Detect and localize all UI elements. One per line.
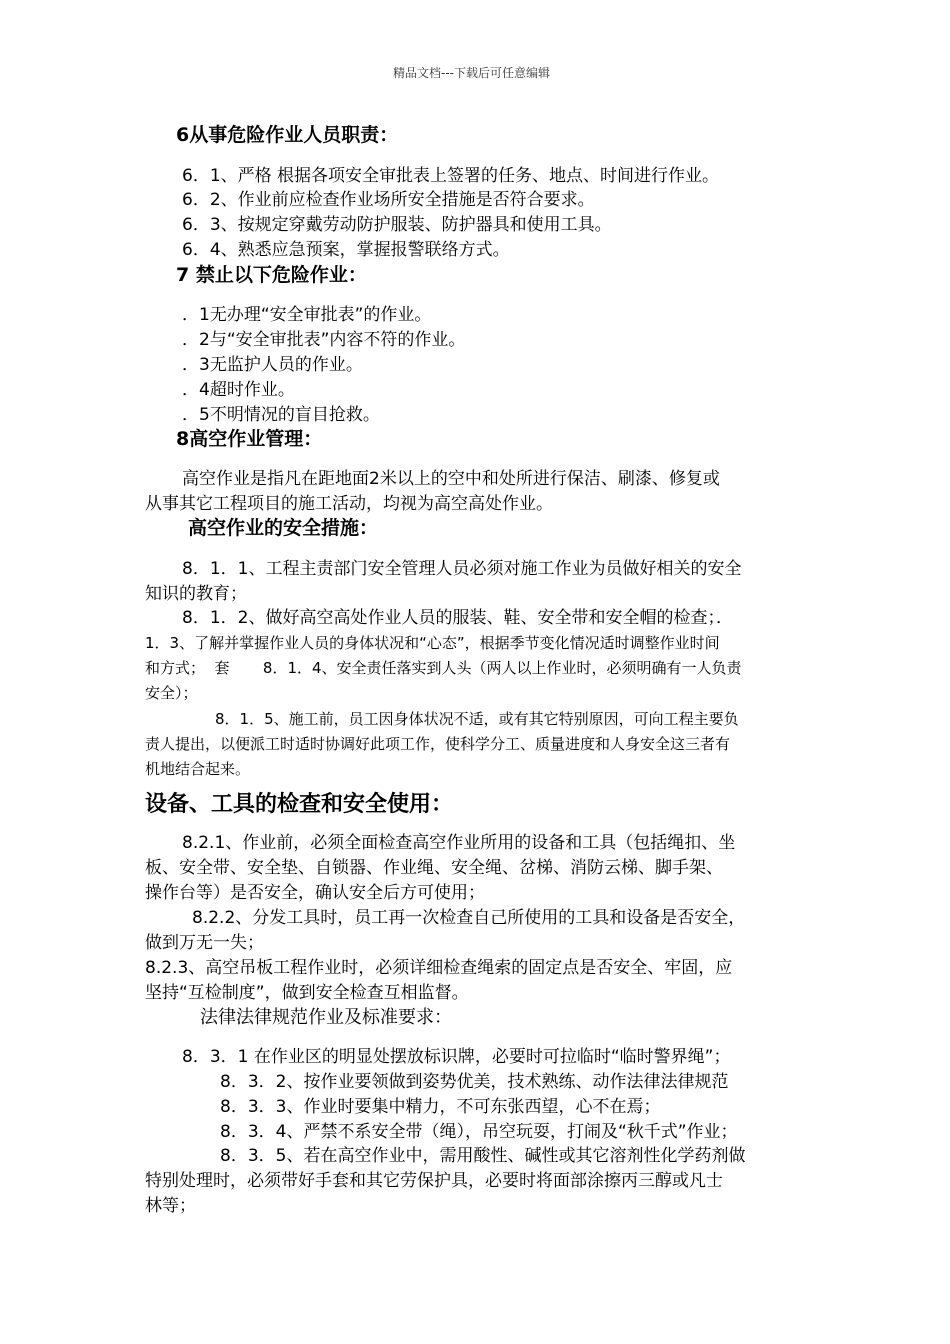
equipment-line: 坚持“互检制度”，做到安全检查互相监督。	[145, 983, 469, 1003]
safety-line: 8．1．5、施工前，员工因身体状况不适，或有其它特别原因，可向工程主要负	[215, 710, 739, 728]
section-7-item: ．3无监护人员的作业。	[182, 355, 363, 375]
law-line: 林等；	[145, 1196, 196, 1216]
section-7-item: ．5不明情况的盲目抢救。	[182, 405, 380, 425]
safety-measures-title: 高空作业的安全措施：	[188, 517, 379, 539]
section-7-title: 7 禁止以下危险作业：	[176, 264, 367, 286]
section-8-title: 8高空作业管理：	[176, 428, 323, 450]
section-6-item: 6．1、严格 根据各项安全审批表上签署的任务、地点、时间进行作业。	[182, 166, 720, 186]
equipment-line: 8.2.2、分发工具时，员工再一次检查自己所使用的工具和设备是否安全，	[192, 908, 746, 928]
law-line: 8．3．1 在作业区的明显处摆放标识牌，必要时可拉临时“临时警界绳”；	[182, 1047, 731, 1067]
equipment-line: 8.2.3、高空吊板工程作业时，必须详细检查绳索的固定点是否安全、牢固，应	[145, 958, 733, 978]
safety-line: 1．3、了解并掌握作业人员的身体状况和“心态”，根据季节变化情况适时调整作业时间	[145, 634, 720, 652]
equipment-line: 做到万无一失；	[145, 933, 264, 953]
safety-line: 机地结合起来。	[145, 760, 251, 778]
safety-line: 8．1．2、做好高空高处作业人员的服装、鞋、安全带和安全帽的检查；．	[182, 608, 733, 628]
safety-line: 责人提出，以便派工时适时协调好此项工作，使科学分工、质量进度和人身安全这三者有	[145, 735, 731, 753]
section-6-item: 6．4、熟悉应急预案，掌握报警联络方式。	[182, 240, 510, 260]
page-header: 精品文档---下载后可任意编辑	[393, 66, 550, 80]
equipment-line: 板、安全带、安全垫、自锁器、作业绳、安全绳、岔梯、消防云梯、脚手架、	[145, 858, 723, 878]
safety-line: 安全）；	[145, 684, 198, 702]
law-line: 8．3．4、严禁不系安全带（绳），吊空玩耍，打闹及“秋千式”作业；	[220, 1122, 738, 1142]
section-6-item: 6．2、作业前应检查作业场所安全措施是否符合要求。	[182, 190, 595, 210]
law-line: 8．3．2、按作业要领做到姿势优美，技术熟练、动作法律法律规范	[220, 1072, 729, 1092]
equipment-line: 8.2.1、作业前，必须全面检查高空作业所用的设备和工具（包括绳扣、坐	[182, 833, 736, 853]
safety-line: 和方式； 套 8．1．4、安全责任落实到人头（两人以上作业时，必须明确有一人负责	[145, 659, 742, 677]
law-line: 特别处理时，必须带好手套和其它劳保护具，必要时将面部涂擦丙三醇或凡士	[145, 1171, 723, 1191]
section-6-item: 6．3、按规定穿戴劳动防护服装、防护器具和使用工具。	[182, 215, 612, 235]
section-8-intro-line: 高空作业是指凡在距地面2米以上的空中和处所进行保洁、刷漆、修复或	[182, 469, 720, 489]
equipment-line: 操作台等）是否安全，确认安全后方可使用；	[145, 883, 485, 903]
safety-line: 知识的教育；	[145, 584, 247, 604]
law-line: 8．3．5、若在高空作业中，需用酸性、碱性或其它溶剂性化学药剂做	[220, 1146, 746, 1166]
section-8-intro-line: 从事其它工程项目的施工活动，均视为高空高处作业。	[145, 494, 553, 514]
equipment-title: 设备、工具的检查和安全使用：	[145, 792, 454, 817]
section-7-item: ．4超时作业。	[182, 380, 295, 400]
law-title: 法律法律规范作业及标准要求：	[200, 1007, 452, 1028]
section-6-title: 6从事危险作业人员职责：	[176, 124, 399, 146]
law-line: 8．3．3、作业时要集中精力，不可东张西望，心不在焉；	[220, 1097, 661, 1117]
safety-line: 8．1．1、工程主责部门安全管理人员必须对施工作业为员做好相关的安全	[182, 559, 742, 579]
section-7-item: ．2与“安全审批表”内容不符的作业。	[182, 330, 466, 350]
section-7-item: ．1无办理“安全审批表”的作业。	[182, 305, 432, 325]
